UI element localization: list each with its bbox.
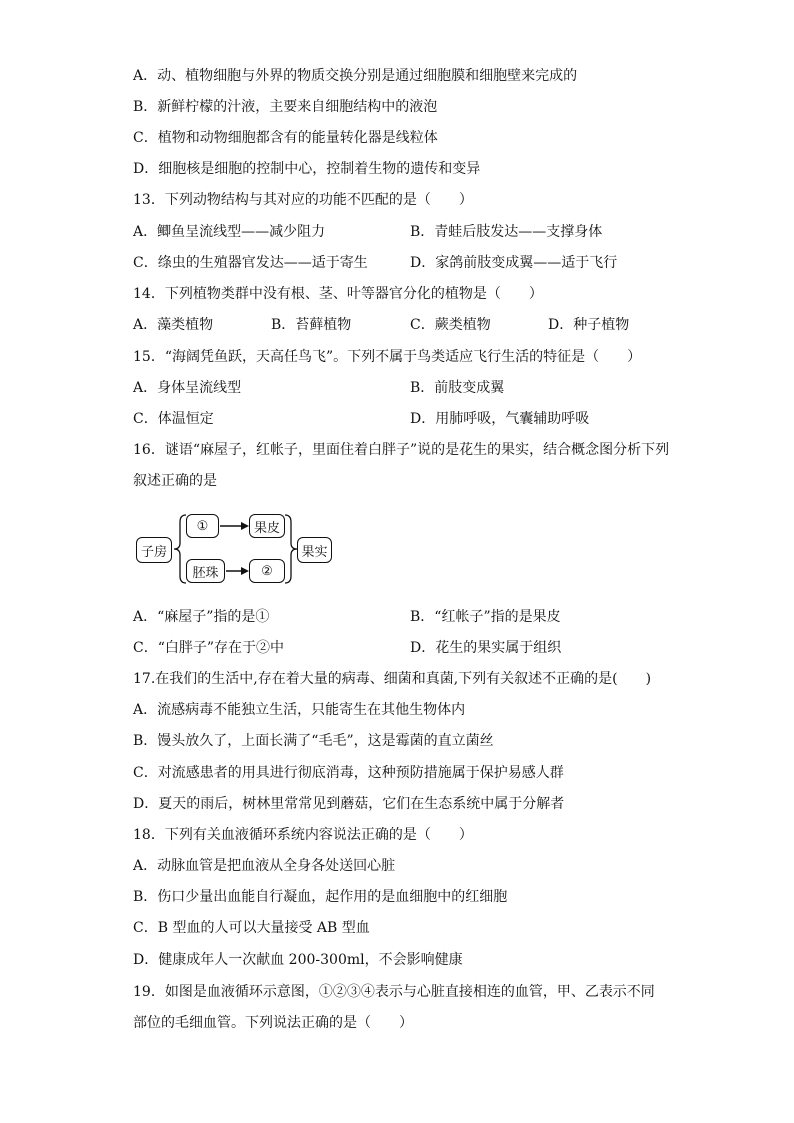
q19-stem-line1: 19．如图是血液循环示意图，①②③④表示与心脏直接相连的血管，甲、乙表示不同 (133, 984, 655, 1000)
blank-1-box: ① (186, 514, 219, 538)
ovule-box: 胚珠 (186, 559, 225, 583)
q17-option-b: B．馒头放久了，上面长满了“毛毛”，这是霉菌的直立菌丝 (133, 733, 494, 749)
q19-stem-line2: 部位的毛细血管。下列说法正确的是（ ） (133, 1015, 413, 1031)
q15-option-a: A．身体呈流线型 (133, 380, 242, 396)
q13-option-c: C．绦虫的生殖器官发达——适于寄生 (133, 255, 368, 271)
q18-option-b: B．伤口少量出血能自行凝血，起作用的是血细胞中的红细胞 (133, 889, 508, 905)
right-brace (285, 515, 297, 583)
arrow-top-head (241, 522, 249, 530)
q13-stem: 13．下列动物结构与其对应的功能不匹配的是（ ） (133, 192, 473, 208)
q16-stem-line1: 16．谜语“麻屋子，红帐子，里面住着白胖子”说的是花生的果实，结合概念图分析下列 (133, 442, 670, 458)
q13-option-a: A．鲫鱼呈流线型——减少阻力 (133, 224, 326, 240)
arrow-bottom-head (241, 567, 249, 575)
ovary-box: 子房 (136, 537, 172, 563)
q14-option-b: B．苔藓植物 (271, 317, 352, 333)
blank-2-box: ② (249, 559, 285, 583)
q16-option-b: B．“红帐子”指的是果皮 (410, 609, 561, 625)
q15-stem: 15．“海阔凭鱼跃，天高任鸟飞”。下列不属于鸟类适应飞行生活的特征是（ ） (133, 349, 642, 365)
q18-option-a: A．动脉血管是把血液从全身各处送回心脏 (133, 858, 396, 874)
q17-option-d: D．夏天的雨后，树林里常常见到蘑菇，它们在生态系统中属于分解者 (133, 796, 565, 812)
fruit-box: 果实 (297, 537, 332, 563)
q16-option-d: D．花生的果实属于组织 (410, 640, 562, 656)
q15-option-c: C．体温恒定 (133, 411, 214, 427)
q14-option-c: C．蕨类植物 (410, 317, 491, 333)
q17-stem: 17.在我们的生活中,存在着大量的病毒、细菌和真菌,下列有关叙述不正确的是( ) (133, 671, 652, 687)
q18-stem: 18．下列有关血液循环系统内容说法正确的是（ ） (133, 827, 473, 843)
q16-option-c: C．“白胖子”存在于②中 (133, 640, 285, 656)
q15-option-b: B．前肢变成翼 (410, 380, 505, 396)
left-brace (174, 515, 186, 583)
q14-option-a: A．藻类植物 (133, 317, 214, 333)
q14-option-d: D．种子植物 (548, 317, 630, 333)
q12-option-d: D．细胞核是细胞的控制中心，控制着生物的遗传和变异 (133, 161, 481, 177)
q13-option-d: D．家鸽前肢变成翼——适于飞行 (410, 255, 618, 271)
q17-option-a: A．流感病毒不能独立生活，只能寄生在其他生物体内 (133, 702, 466, 718)
q15-option-d: D．用肺呼吸，气囊辅助呼吸 (410, 411, 590, 427)
q14-stem: 14．下列植物类群中没有根、茎、叶等器官分化的植物是（ ） (133, 286, 543, 302)
q17-option-c: C．对流感患者的用具进行彻底消毒，这种预防措施属于保护易感人群 (133, 765, 564, 781)
q12-option-a: A．动、植物细胞与外界的物质交换分别是通过细胞膜和细胞壁来完成的 (133, 68, 578, 84)
q12-option-c: C．植物和动物细胞都含有的能量转化器是线粒体 (133, 130, 438, 146)
q16-option-a: A．“麻屋子”指的是① (133, 609, 270, 625)
q18-option-d: D．健康成年人一次献血 200-300ml，不会影响健康 (133, 952, 463, 968)
q12-option-b: B．新鲜柠檬的汁液，主要来自细胞结构中的液泡 (133, 99, 438, 115)
q16-stem-line2: 叙述正确的是 (133, 473, 217, 489)
q18-option-c: C．B 型血的人可以大量接受 AB 型血 (133, 920, 370, 936)
pericarp-box: 果皮 (249, 514, 285, 538)
q13-option-b: B．青蛙后肢发达——支撑身体 (410, 224, 603, 240)
